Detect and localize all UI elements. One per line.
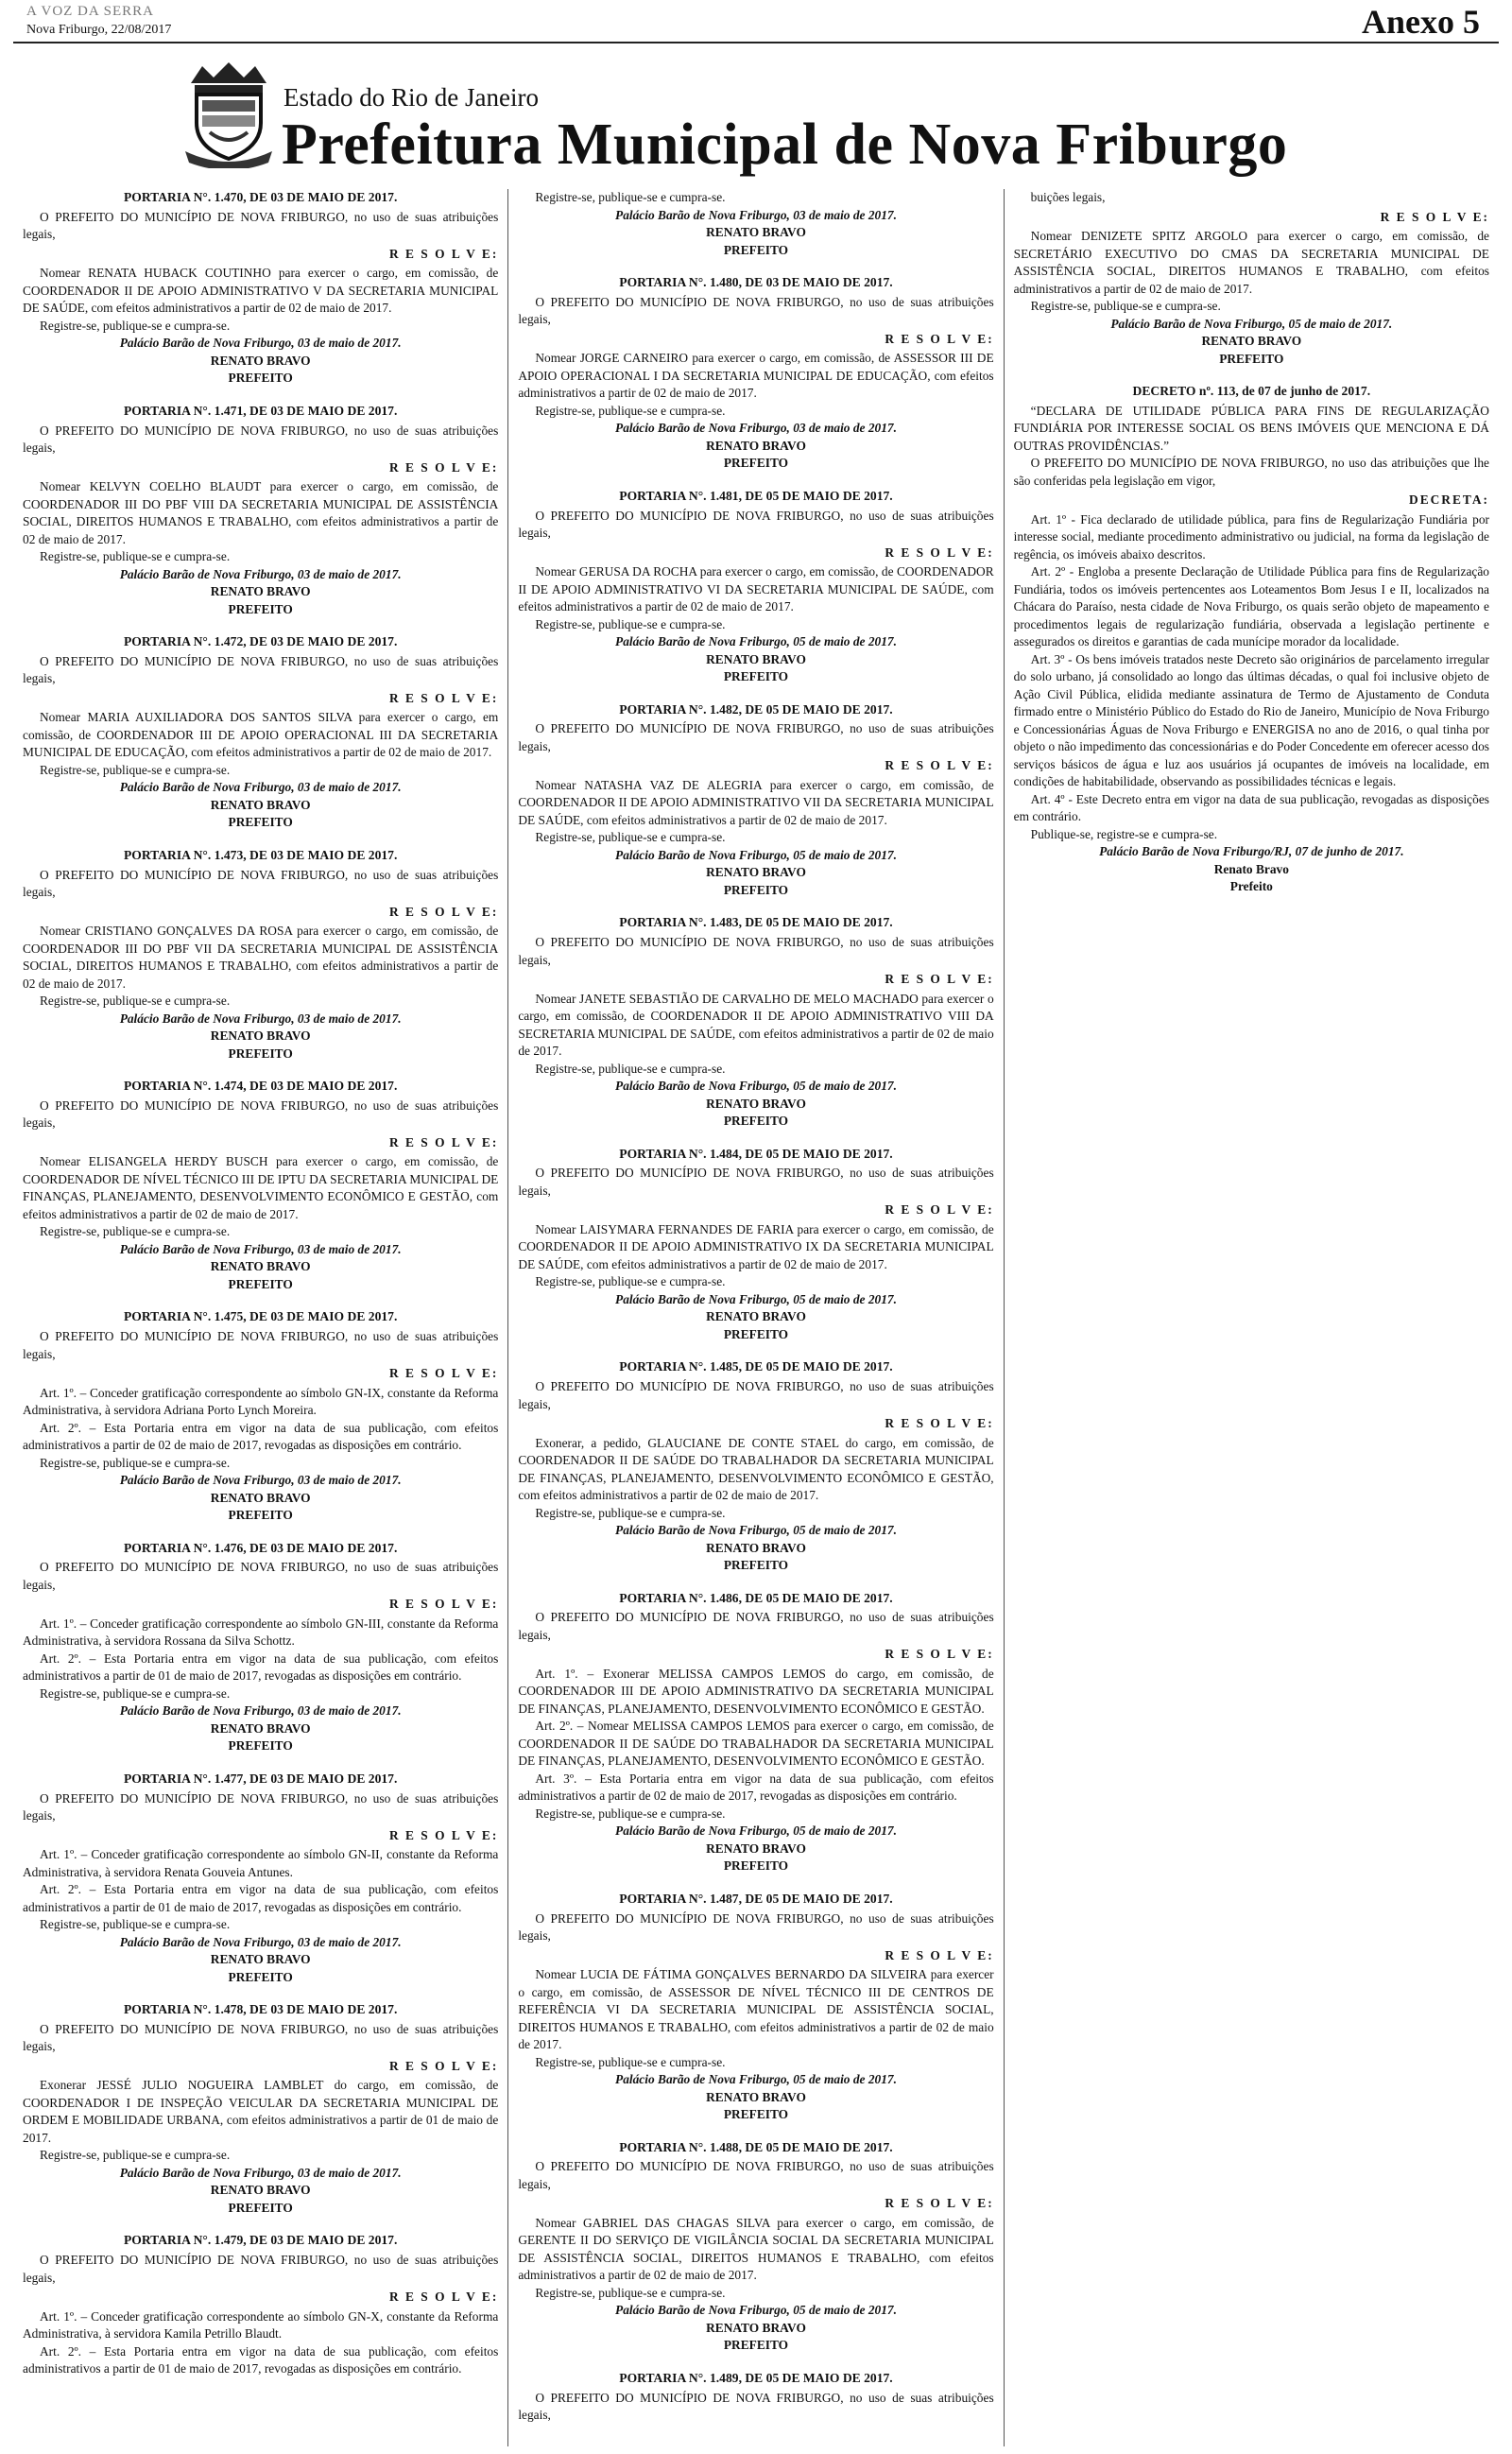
act-intro: O PREFEITO DO MUNICÍPIO DE NOVA FRIBURGO, no uso de suas atribuições legais, — [518, 721, 994, 753]
signer-role: PREFEITO — [1219, 351, 1284, 366]
signer-name: Renato Bravo — [1213, 861, 1289, 876]
resolve-label: R E S O L V E: — [885, 1416, 994, 1430]
act-intro: O PREFEITO DO MUNICÍPIO DE NOVA FRIBURGO, no uso de suas atribuições legais, — [518, 2390, 994, 2422]
act-title: PORTARIA N°. 1.483, DE 05 DE MAIO DE 2017. — [619, 915, 893, 930]
act-intro: O PREFEITO DO MUNICÍPIO DE NOVA FRIBURGO, no uso de suas atribuições legais, — [518, 1166, 994, 1198]
signer-name: RENATO BRAVO — [706, 438, 806, 453]
resolve-label: R E S O L V E: — [885, 1202, 994, 1218]
act-body: Exonerar JESSÉ JULIO NOGUEIRA LAMBLET do cargo, em comissão, de COORDENADOR I DE INSPEÇÃO VEICULAR DA SECRETARIA MUNICIPAL DE ORDEM E MOBILIDADE URBANA, com efeitos administrativos a partir de 01 de maio de 2017. — [23, 2078, 499, 2145]
resolve-label: R E S O L V E: — [389, 1366, 499, 1380]
signer-name: RENATO BRAVO — [706, 225, 806, 239]
resolve-label: R E S O L V E: — [885, 1947, 994, 1962]
resolve-label: R E S O L V E: — [389, 1827, 499, 1842]
legal-act — [518, 189, 993, 259]
act-place-date: Palácio Barão de Nova Friburgo, 05 de maio de 2017. — [615, 1523, 897, 1537]
act-intro: O PREFEITO DO MUNICÍPIO DE NOVA FRIBURGO, no uso de suas atribuições legais, — [23, 1329, 499, 1361]
act-title: PORTARIA N°. 1.473, DE 03 DE MAIO DE 2017. — [123, 847, 398, 862]
act-title: PORTARIA N°. 1.477, DE 03 DE MAIO DE 2017. — [123, 1771, 398, 1786]
act-place-date: Palácio Barão de Nova Friburgo, 05 de maio de 2017. — [615, 1823, 897, 1839]
act-body: Art. 3º - Os bens imóveis tratados neste Decreto são originários de parcelamento irregular do solo urbano, já consolidado ao longo das últimas décadas, o qual foi inclusive objeto de Ação Civil Pública, elidida mediante assinatura de Termo de Ajustamento de Conduta firmado entre o Ministério Público do Estado do Rio de Janeiro, Município de Nova Friburgo e Concessionárias Águas de Nova Friburgo e ENERGISA no ano de 2016, o qual tinha por objeto o não impedimento das concessionárias e do Poder Concedente em oferecer acesso dos serviços básicos de água e luz aos usuários já ocupantes de imóveis na localidade, em condições de habitabilidade, observando as possibilidades técnicas e legais. — [1013, 651, 1489, 789]
resolve-label: R E S O L V E: — [1380, 209, 1489, 224]
legal-act — [518, 1590, 993, 1875]
act-body: Nomear ELISANGELA HERDY BUSCH para exercer o cargo, em comissão, de COORDENADOR DE NÍVEL TÉCNICO III DE IPTU DA SECRETARIA MUNICIPAL DE FINANÇAS, PLANEJAMENTO, DESENVOLVIMENTO ECONÔMICO E GESTÃO, com efeitos administrativos a partir de 02 de maio de 2017. — [23, 1154, 499, 1221]
act-title: PORTARIA N°. 1.488, DE 05 DE MAIO DE 2017. — [619, 2139, 893, 2154]
act-intro: O PREFEITO DO MUNICÍPIO DE NOVA FRIBURGO, no uso de suas atribuições legais, — [518, 2159, 994, 2191]
column-middle — [507, 189, 1003, 2446]
signer-role: PREFEITO — [228, 1508, 293, 1522]
signer-name: RENATO BRAVO — [210, 1490, 311, 1505]
signer-role: PREFEITO — [228, 1738, 293, 1754]
act-closing: Registre-se, publique-se e cumpra-se. — [535, 2285, 726, 2300]
act-body: Art. 1º. – Conceder gratificação correspondente ao símbolo GN-X, constante da Reforma Administrativa, à servidora Kamila Petrillo Blaudt. — [23, 2308, 499, 2341]
act-title: PORTARIA N°. 1.481, DE 05 DE MAIO DE 2017. — [619, 488, 893, 503]
resolve-label: R E S O L V E: — [389, 1134, 499, 1149]
legal-act — [518, 701, 993, 900]
resolve-label: R E S O L V E: — [885, 2196, 994, 2211]
act-body: Nomear LAISYMARA FERNANDES DE FARIA para exercer o cargo, em comissão, de COORDENADOR II DE APOIO ADMINISTRATIVO IX DA SECRETARIA MUNICIPAL DE SAÚDE, com efeitos administrativos a partir de 02 de maio de 2017. — [518, 1221, 994, 1271]
act-closing: Registre-se, publique-se e cumpra-se. — [40, 1917, 231, 1931]
act-body: Art. 1º. – Conceder gratificação correspondente ao símbolo GN-II, constante da Reforma Administrativa, à servidora Renata Gouveia Antunes. — [23, 1847, 499, 1879]
act-closing: Registre-se, publique-se e cumpra-se. — [535, 830, 726, 845]
act-title: PORTARIA N°. 1.485, DE 05 DE MAIO DE 2017. — [619, 1359, 893, 1374]
act-place-date: Palácio Barão de Nova Friburgo, 03 de maio de 2017. — [119, 566, 402, 581]
signer-role: PREFEITO — [228, 1969, 293, 1984]
signer-role: PREFEITO — [723, 1114, 789, 1128]
act-place-date: Palácio Barão de Nova Friburgo, 03 de maio de 2017. — [119, 1241, 402, 1256]
act-place-date: Palácio Barão de Nova Friburgo, 05 de maio de 2017. — [615, 1291, 897, 1306]
act-body: Nomear CRISTIANO GONÇALVES DA ROSA para exercer o cargo, em comissão, de COORDENADOR III DO PBF VII DA SECRETARIA MUNICIPAL DE ASSISTÊNCIA SOCIAL, DIREITOS HUMANOS E TRABALHO, com efeitos administrativos a partir de 02 de maio de 2017. — [23, 924, 499, 991]
act-place-date: Palácio Barão de Nova Friburgo, 05 de maio de 2017. — [615, 634, 897, 648]
signer-name: RENATO BRAVO — [210, 584, 311, 598]
signer-role: PREFEITO — [228, 815, 293, 830]
act-intro: O PREFEITO DO MUNICÍPIO DE NOVA FRIBURGO, no uso de suas atribuições legais, — [23, 423, 499, 455]
legal-act — [518, 2370, 993, 2425]
act-body: Nomear KELVYN COELHO BLAUDT para exercer o cargo, em comissão, de COORDENADOR III DO PBF VIII DA SECRETARIA MUNICIPAL DE ASSISTÊNCIA SOCIAL, DIREITOS HUMANOS E TRABALHO, com efeitos administrativos a partir de 02 de maio de 2017. — [23, 479, 499, 546]
act-title: PORTARIA N°. 1.472, DE 03 DE MAIO DE 2017. — [123, 634, 398, 648]
signer-name: RENATO BRAVO — [706, 2320, 806, 2335]
act-body: Art. 1º. – Exonerar MELISSA CAMPOS LEMOS do cargo, em comissão, de COORDENADOR III DE APOIO ADMINISTRATIVO DA SECRETARIA MUNICIPAL DE FINANÇAS, PLANEJAMENTO, DESENVOLVIMENTO ECONÔMICO E GESTÃO. — [518, 1666, 994, 1716]
act-closing: Registre-se, publique-se e cumpra-se. — [40, 549, 231, 563]
act-title: PORTARIA N°. 1.474, DE 03 DE MAIO DE 2017. — [123, 1079, 398, 1093]
legal-act — [23, 1771, 498, 1986]
signer-role: PREFEITO — [723, 1326, 789, 1341]
act-title: PORTARIA N°. 1.470, DE 03 DE MAIO DE 2017. — [123, 190, 398, 204]
act-intro: O PREFEITO DO MUNICÍPIO DE NOVA FRIBURGO, no uso de suas atribuições legais, — [23, 653, 499, 686]
act-intro: O PREFEITO DO MUNICÍPIO DE NOVA FRIBURGO, no uso de suas atribuições legais, — [23, 2253, 499, 2285]
act-body: Art. 2º - Engloba a presente Declaração de Utilidade Pública para fins de Regularização Fundiária, todos os imóveis pertencentes aos Loteamentos Bom Jesus I e II, localizados na Chácara do Paraíso, nesta cidade de Nova Friburgo, os quais serão objeto de mapeamento e procedimentos legais de regularização fundiária, observada a legislação pertinente e assegurados os direitos e garantias de cada munícipe morador da localidade. — [1013, 564, 1489, 649]
act-title: PORTARIA N°. 1.484, DE 05 DE MAIO DE 2017. — [619, 1146, 893, 1161]
coat-of-arms-icon — [181, 57, 276, 168]
signer-name: RENATO BRAVO — [210, 353, 311, 368]
act-intro: O PREFEITO DO MUNICÍPIO DE NOVA FRIBURGO, no uso de suas atribuições legais, — [23, 2021, 499, 2054]
act-closing: Registre-se, publique-se e cumpra-se. — [535, 403, 726, 418]
act-body: Nomear GABRIEL DAS CHAGAS SILVA para exercer o cargo, em comissão, de GERENTE II DO SERVIÇO DE VIGILÂNCIA SOCIAL DA SECRETARIA MUNICIPAL DE ASSISTÊNCIA SOCIAL, DIREITOS HUMANOS E TRABALHO, com efeitos administrativos a partir de 02 de maio de 2017. — [518, 2215, 994, 2283]
act-closing: Registre-se, publique-se e cumpra-se. — [40, 1224, 231, 1239]
masthead — [13, 43, 1499, 185]
resolve-label: R E S O L V E: — [885, 1647, 994, 1662]
act-intro: buições legais, — [1030, 190, 1106, 204]
act-body: Art. 1º. – Conceder gratificação correspondente ao símbolo GN-IX, constante da Reforma Administrativa, à servidora Adriana Porto Lynch Moreira. — [23, 1385, 499, 1417]
act-intro: O PREFEITO DO MUNICÍPIO DE NOVA FRIBURGO, no uso de suas atribuições legais, — [518, 935, 994, 967]
signer-name: RENATO BRAVO — [706, 2089, 806, 2104]
signer-name: RENATO BRAVO — [706, 1840, 806, 1856]
act-place-date: Palácio Barão de Nova Friburgo, 05 de maio de 2017. — [1110, 316, 1393, 331]
resolve-label: R E S O L V E: — [389, 690, 499, 705]
signer-name: RENATO BRAVO — [706, 1309, 806, 1324]
state-name: Estado do Rio de Janeiro — [284, 83, 539, 112]
act-place-date: Palácio Barão de Nova Friburgo/RJ, 07 de junho de 2017. — [1099, 844, 1404, 859]
act-title: PORTARIA N°. 1.487, DE 05 DE MAIO DE 2017. — [619, 1891, 893, 1906]
act-body: Exonerar, a pedido, GLAUCIANE DE CONTE STAEL do cargo, em comissão, de COORDENADOR II DE SAÚDE DO TRABALHADOR DA SECRETARIA MUNICIPAL DE FINANÇAS, PLANEJAMENTO, DESENVOLVIMENTO ECONÔMICO E GESTÃO, com efeitos administrativos a partir de 02 de maio de 2017. — [518, 1435, 994, 1502]
legal-act — [518, 274, 993, 473]
act-place-date: Palácio Barão de Nova Friburgo, 05 de maio de 2017. — [615, 2072, 897, 2086]
signer-role: PREFEITO — [723, 2338, 789, 2353]
legal-act — [518, 1358, 993, 1574]
act-closing: Registre-se, publique-se e cumpra-se. — [40, 2148, 231, 2163]
city-hall-title: Prefeitura Municipal de Nova Friburgo — [282, 112, 1288, 177]
signer-role: PREFEITO — [723, 2107, 789, 2121]
act-title: PORTARIA N°. 1.486, DE 05 DE MAIO DE 2017. — [619, 1590, 893, 1605]
resolve-label: R E S O L V E: — [389, 2290, 499, 2304]
annex-label: Anexo 5 — [1362, 3, 1480, 41]
act-place-date: Palácio Barão de Nova Friburgo, 03 de maio de 2017. — [119, 1934, 402, 1949]
signer-role: PREFEITO — [723, 669, 789, 683]
act-intro: O PREFEITO DO MUNICÍPIO DE NOVA FRIBURGO, no uso de suas atribuições legais, — [518, 1610, 994, 1642]
signer-name: RENATO BRAVO — [210, 1259, 311, 1274]
legal-act — [1014, 383, 1489, 896]
legal-act — [23, 2001, 498, 2217]
act-closing: Registre-se, publique-se e cumpra-se. — [535, 190, 726, 204]
act-title: PORTARIA N°. 1.476, DE 03 DE MAIO DE 2017. — [123, 1540, 398, 1555]
signer-role: PREFEITO — [228, 371, 293, 386]
resolve-label: R E S O L V E: — [885, 972, 994, 986]
act-closing: Registre-se, publique-se e cumpra-se. — [535, 1806, 726, 1821]
act-place-date: Palácio Barão de Nova Friburgo, 03 de maio de 2017. — [119, 1703, 402, 1719]
act-intro: O PREFEITO DO MUNICÍPIO DE NOVA FRIBURGO, no uso de suas atribuições legais, — [518, 508, 994, 540]
top-header — [13, 0, 1499, 43]
column-right — [1004, 189, 1499, 2446]
act-title: PORTARIA N°. 1.489, DE 05 DE MAIO DE 2017. — [619, 2370, 893, 2385]
content-columns — [13, 189, 1499, 2446]
signer-name: RENATO BRAVO — [706, 1540, 806, 1555]
act-intro: “DECLARA DE UTILIDADE PÚBLICA PARA FINS DE REGULARIZAÇÃO FUNDIÁRIA POR INTERESSE SOCIAL OS BENS IMÓVEIS QUE MENCIONA E DÁ OUTRAS PROVIDÊNCIAS.” — [1013, 403, 1489, 453]
signer-role: PREFEITO — [228, 2200, 293, 2215]
act-title: PORTARIA N°. 1.482, DE 05 DE MAIO DE 2017. — [619, 701, 893, 717]
act-body: Art. 2º. – Esta Portaria entra em vigor na data de sua publicação, com efeitos administrativos a partir de 01 de maio de 2017, revogadas as disposições em contrário. — [23, 2343, 499, 2376]
act-body: Art. 2º. – Esta Portaria entra em vigor na data de sua publicação, com efeitos administrativos a partir de 01 de maio de 2017, revogadas as disposições em contrário. — [23, 1882, 499, 1914]
legal-act — [518, 1891, 993, 2124]
act-closing: Registre-se, publique-se e cumpra-se. — [40, 1685, 231, 1701]
act-body: Nomear GERUSA DA ROCHA para exercer o cargo, em comissão, de COORDENADOR II DE APOIO ADMINISTRATIVO VI DA SECRETARIA MUNICIPAL DE SAÚDE, com efeitos administrativos a partir de 02 de maio de 2017. — [518, 564, 994, 614]
act-body: Nomear RENATA HUBACK COUTINHO para exercer o cargo, em comissão, de COORDENADOR II DE APOIO ADMINISTRATIVO V DA SECRETARIA MUNICIPAL DE SAÚDE, com efeitos administrativos a partir de 02 de maio de 2017. — [23, 266, 499, 316]
act-place-date: Palácio Barão de Nova Friburgo, 03 de maio de 2017. — [615, 421, 897, 436]
act-closing: Publique-se, registre-se e cumpra-se. — [1030, 826, 1218, 841]
act-closing: Registre-se, publique-se e cumpra-se. — [40, 318, 231, 333]
signer-name: RENATO BRAVO — [210, 1720, 311, 1736]
signer-name: RENATO BRAVO — [210, 1952, 311, 1966]
act-title: PORTARIA N°. 1.478, DE 03 DE MAIO DE 2017. — [123, 2002, 398, 2016]
signer-name: RENATO BRAVO — [706, 651, 806, 666]
act-place-date: Palácio Barão de Nova Friburgo, 05 de maio de 2017. — [615, 1079, 897, 1093]
act-place-date: Palácio Barão de Nova Friburgo, 03 de maio de 2017. — [119, 1473, 402, 1487]
act-body: Art. 4º - Este Decreto entra em vigor na data de sua publicação, revogadas as disposições em contrário. — [1013, 791, 1489, 824]
resolve-label: R E S O L V E: — [885, 331, 994, 346]
legal-act — [23, 1078, 498, 1293]
edition-date: Nova Friburgo, 22/08/2017 — [26, 23, 172, 37]
act-intro: O PREFEITO DO MUNICÍPIO DE NOVA FRIBURGO, no uso de suas atribuições legais, — [23, 209, 499, 242]
act-place-date: Palácio Barão de Nova Friburgo, 03 de maio de 2017. — [119, 1011, 402, 1026]
signer-name: RENATO BRAVO — [1201, 334, 1302, 348]
resolve-label: R E S O L V E: — [885, 544, 994, 560]
legal-act — [23, 847, 498, 1063]
act-closing: Registre-se, publique-se e cumpra-se. — [535, 1274, 726, 1289]
act-body: Art. 1º - Fica declarado de utilidade pública, para fins de Regularização Fundiária por interesse social, mediante procedimento administrativo ou judicial, na forma da legislação de regência, os imóveis abaixo descritos. — [1013, 511, 1489, 562]
act-intro: O PREFEITO DO MUNICÍPIO DE NOVA FRIBURGO, no uso de suas atribuições legais, — [23, 867, 499, 899]
act-place-date: Palácio Barão de Nova Friburgo, 03 de maio de 2017. — [615, 207, 897, 222]
legal-act — [1014, 189, 1489, 368]
act-intro: O PREFEITO DO MUNICÍPIO DE NOVA FRIBURGO, no uso das atribuições que lhe são conferidas pela legislação em vigor, — [1013, 456, 1489, 488]
act-title: DECRETO nº. 113, de 07 de junho de 2017. — [1132, 384, 1371, 398]
signer-name: RENATO BRAVO — [210, 2183, 311, 2198]
act-place-date: Palácio Barão de Nova Friburgo, 03 de maio de 2017. — [119, 336, 402, 351]
signer-role: PREFEITO — [723, 456, 789, 471]
act-title: PORTARIA N°. 1.475, DE 03 DE MAIO DE 2017. — [123, 1309, 398, 1324]
resolve-label: R E S O L V E: — [389, 246, 499, 261]
act-place-date: Palácio Barão de Nova Friburgo, 03 de maio de 2017. — [119, 780, 402, 795]
act-body: Art. 2º. – Esta Portaria entra em vigor na data de sua publicação, com efeitos administrativos a partir de 02 de maio de 2017, revogadas as disposições em contrário. — [23, 1420, 499, 1452]
legal-act — [518, 2139, 993, 2355]
act-body: Nomear LUCIA DE FÁTIMA GONÇALVES BERNARDO DA SILVEIRA para exercer o cargo, em comissão, de ASSESSOR DE NÍVEL TÉCNICO III DE CENTROS DE REFERÊNCIA VI DA SECRETARIA MUNICIPAL DE ASSISTÊNCIA SOCIAL, DIREITOS HUMANOS E TRABALHO, com efeitos administrativos a partir de 02 de maio de 2017. — [518, 1967, 994, 2051]
legal-act — [518, 488, 993, 686]
resolve-label: DECRETA: — [1409, 493, 1489, 508]
legal-act — [23, 1540, 498, 1755]
act-body: Art. 2º. – Esta Portaria entra em vigor na data de sua publicação, com efeitos administrativos a partir de 01 de maio de 2017, revogadas as disposições em contrário. — [23, 1650, 499, 1684]
act-intro: O PREFEITO DO MUNICÍPIO DE NOVA FRIBURGO, no uso de suas atribuições legais, — [518, 1910, 994, 1943]
act-body: Nomear JORGE CARNEIRO para exercer o cargo, em comissão, de ASSESSOR III DE APOIO OPERACIONAL I DA SECRETARIA MUNICIPAL DE EDUCAÇÃO, com efeitos administrativos a partir de 02 de maio de 2017. — [518, 351, 994, 401]
act-closing: Registre-se, publique-se e cumpra-se. — [535, 1061, 726, 1076]
resolve-label: R E S O L V E: — [389, 904, 499, 919]
act-body: Nomear MARIA AUXILIADORA DOS SANTOS SILVA para exercer o cargo, em comissão, de COORDENADOR III DE APOIO OPERACIONAL III DA SECRETARIA MUNICIPAL DE EDUCAÇÃO, com efeitos administrativos a partir de 02 de maio de 2017. — [23, 710, 499, 760]
resolve-label: R E S O L V E: — [389, 2058, 499, 2073]
act-body: Art. 2º. – Nomear MELISSA CAMPOS LEMOS para exercer o cargo, em comissão, de COORDENADOR II DE SAÚDE DO TRABALHADOR DA SECRETARIA MUNICIPAL DE FINANÇAS, PLANEJAMENTO, DESENVOLVIMENTO ECONÔMICO E GESTÃO. — [518, 1719, 994, 1769]
legal-act — [23, 189, 498, 388]
legal-act — [518, 914, 993, 1130]
act-title: PORTARIA N°. 1.479, DE 03 DE MAIO DE 2017. — [123, 2233, 398, 2248]
act-title: PORTARIA N°. 1.480, DE 03 DE MAIO DE 2017. — [619, 275, 893, 289]
legal-act — [518, 1146, 993, 1344]
act-closing: Registre-se, publique-se e cumpra-se. — [40, 1455, 231, 1470]
legal-act — [23, 633, 498, 832]
resolve-label: R E S O L V E: — [389, 1597, 499, 1612]
legal-act — [23, 2232, 498, 2377]
act-closing: Registre-se, publique-se e cumpra-se. — [1030, 299, 1221, 313]
signer-name: RENATO BRAVO — [706, 1096, 806, 1111]
signer-name: RENATO BRAVO — [210, 1028, 311, 1043]
signer-role: PREFEITO — [723, 1858, 789, 1874]
act-place-date: Palácio Barão de Nova Friburgo, 05 de maio de 2017. — [615, 847, 897, 862]
newspaper-name: A VOZ DA SERRA — [26, 4, 154, 19]
act-body: Art. 3º. – Esta Portaria entra em vigor na data de sua publicação, com efeitos administrativos a partir de 02 de maio de 2017, revogadas as disposições em contrário. — [518, 1771, 994, 1804]
act-intro: O PREFEITO DO MUNICÍPIO DE NOVA FRIBURGO, no uso de suas atribuições legais, — [23, 1097, 499, 1131]
act-closing: Registre-se, publique-se e cumpra-se. — [40, 994, 231, 1008]
resolve-label: R E S O L V E: — [389, 459, 499, 475]
act-place-date: Palácio Barão de Nova Friburgo, 05 de maio de 2017. — [615, 2303, 897, 2318]
signer-name: RENATO BRAVO — [706, 865, 806, 880]
signer-role: Prefeito — [1229, 879, 1273, 894]
act-body: Nomear JANETE SEBASTIÃO DE CARVALHO DE MELO MACHADO para exercer o cargo, em comissão, de COORDENADOR II DE APOIO ADMINISTRATIVO VIII DA SECRETARIA MUNICIPAL DE SAÚDE, com efeitos administrativos a partir de 02 de maio de 2017. — [518, 991, 994, 1058]
act-body: Art. 1º. – Conceder gratificação correspondente ao símbolo GN-III, constante da Reforma Administrativa, à servidora Rossana da Silva Schottz. — [23, 1616, 499, 1649]
signer-role: PREFEITO — [228, 601, 293, 616]
act-closing: Registre-se, publique-se e cumpra-se. — [40, 762, 231, 777]
act-body: Nomear NATASHA VAZ DE ALEGRIA para exercer o cargo, em comissão, de COORDENADOR II DE APOIO ADMINISTRATIVO VII DA SECRETARIA MUNICIPAL DE SAÚDE, com efeitos administrativos a partir de 02 de maio de 2017. — [518, 777, 994, 827]
legal-act — [23, 1308, 498, 1524]
act-intro: O PREFEITO DO MUNICÍPIO DE NOVA FRIBURGO, no uso de suas atribuições legais, — [23, 1560, 499, 1592]
signer-role: PREFEITO — [723, 242, 789, 257]
act-closing: Registre-se, publique-se e cumpra-se. — [535, 1505, 726, 1520]
column-left — [13, 189, 507, 2446]
act-intro: O PREFEITO DO MUNICÍPIO DE NOVA FRIBURGO, no uso de suas atribuições legais, — [23, 1790, 499, 1823]
legal-act — [23, 403, 498, 618]
act-place-date: Palácio Barão de Nova Friburgo, 03 de maio de 2017. — [119, 2165, 402, 2180]
resolve-label: R E S O L V E: — [885, 758, 994, 773]
signer-role: PREFEITO — [228, 1046, 293, 1061]
act-title: PORTARIA N°. 1.471, DE 03 DE MAIO DE 2017. — [123, 403, 398, 418]
act-intro: O PREFEITO DO MUNICÍPIO DE NOVA FRIBURGO, no uso de suas atribuições legais, — [518, 294, 994, 327]
signer-role: PREFEITO — [228, 1276, 293, 1291]
signer-role: PREFEITO — [723, 1558, 789, 1572]
act-intro: O PREFEITO DO MUNICÍPIO DE NOVA FRIBURGO, no uso de suas atribuições legais, — [518, 1379, 994, 1411]
act-body: Nomear DENIZETE SPITZ ARGOLO para exercer o cargo, em comissão, de SECRETÁRIO EXECUTIVO DO CMAS DA SECRETARIA MUNICIPAL DE ASSISTÊNCIA SOCIAL, DIREITOS HUMANOS E TRABALHO, com efeitos administrativos a partir de 02 de maio de 2017. — [1013, 229, 1489, 296]
signer-name: RENATO BRAVO — [210, 797, 311, 812]
signer-role: PREFEITO — [723, 882, 789, 897]
act-closing: Registre-se, publique-se e cumpra-se. — [535, 2054, 726, 2069]
act-closing: Registre-se, publique-se e cumpra-se. — [535, 616, 726, 631]
